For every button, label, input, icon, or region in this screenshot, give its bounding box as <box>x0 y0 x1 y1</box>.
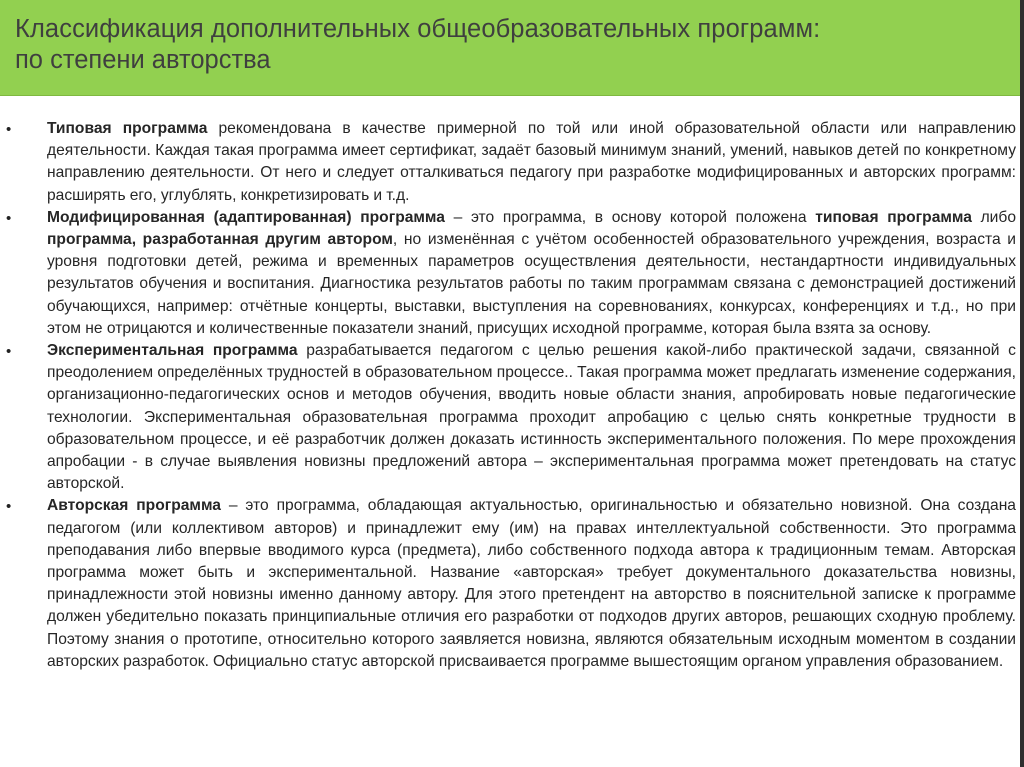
bullet-item-experimental-program <box>0 340 1016 495</box>
term-bold: типовая программа <box>815 208 972 226</box>
text-run: рекомендована в качестве примерной по той или иной образовательной области или направлению деятельности. Каждая такая программа имеет сертификат, задаёт базовый минимум знаний, умений, навыков детей по конкретному направлению деятельности. От него и следует отталкиваться педагогу при разработке модифицированных и авторских программ: расширять его, углублять, конкретизировать и т.д. <box>47 120 1016 204</box>
slide-title-line-1: Классификация дополнительных общеобразовательных программ: <box>15 15 821 43</box>
text-run: разрабатывается педагогом с целью решения какой-либо практической задачи, связанной с преодолением определённых трудностей в образовательном процессе.. Такая программа может предлагать изменение содержания, организационно-педагогических основ и методов обучения, вводить новые области знания, апробировать новые педагогические технологии. Экспериментальная образовательная программа проходит апробацию с целью снять конкретные трудности в образовательном процессе, и её разработчик должен доказать истинность экспериментального положения. По мере прохождения апробации - в случае выявления новизны предложений автора – экспериментальная программа может претендовать на статус авторской. <box>47 342 1016 493</box>
text-run: либо <box>971 208 1016 226</box>
bullet-text <box>47 340 1016 495</box>
slide-right-border <box>1020 0 1024 767</box>
bullet-list <box>0 118 1016 673</box>
bullet-text <box>47 207 1016 340</box>
bullet-text <box>47 118 1016 207</box>
term-bold: Типовая программа <box>47 120 208 137</box>
text-run: , но изменённая с учётом особенностей образовательного учреждения, возраста и уровня подготовки детей, режима и временных параметров осуществления деятельности, нестандартности индивидуальных результатов обучения и воспитания. Диагностика результатов работы по таким программам связана с демонстрацией достижений обучающихся, например: отчётные концерты, выставки, выступления на соревнованиях, конкурсах, конференциях и т.д., но при этом не отрицаются и количественные показатели знаний, присущих исходной программе, которая была взята за основу. <box>47 231 1016 337</box>
bullet-item-modified-program <box>0 207 1016 340</box>
title-bar <box>0 0 1020 96</box>
bullet-icon: • <box>6 209 12 227</box>
bullet-text <box>47 495 1016 673</box>
term-bold: программа, разработанная другим автором <box>47 231 393 249</box>
bullet-item-author-program <box>0 495 1016 673</box>
text-run: – это программа, обладающая актуальностью, оригинальностью и обязательно новизной. Она создана педагогом (или коллективом авторов) и принадлежит ему (им) на правах интеллектуальной собственности. Это программа преподавания либо впервые вводимого курса (предмета), либо собственного подхода автора к традиционным темам. Авторская программа может быть и экспериментальной. Название «авторская» требует документального доказательства новизны, принадлежности этой новизны именно данному автору. Для этого претендент на авторство в пояснительной записке к программе должен убедительно показать принципиальные отличия его разработки от подходов других авторов, решающих сходную проблему. Поэтому знания о прототипе, относительно которого заявляется новизна, являются обязательным исходным моментом в создании авторских разработок. Официально статус авторской присваивается программе вышестоящим органом управления образованием. <box>47 497 1016 670</box>
text-run: – это программа, в основу которой положена <box>444 208 816 226</box>
term-bold: Экспериментальная программа <box>47 342 298 360</box>
bullet-icon: • <box>6 121 12 138</box>
bullet-item-typical-program <box>0 118 1016 207</box>
slide-title-line-2: по степени авторства <box>15 46 271 74</box>
term-bold: Модифицированная (адаптированная) программа <box>47 208 445 226</box>
term-bold: Авторская программа <box>47 497 221 515</box>
bullet-icon: • <box>6 498 12 516</box>
bullet-icon: • <box>6 343 12 361</box>
